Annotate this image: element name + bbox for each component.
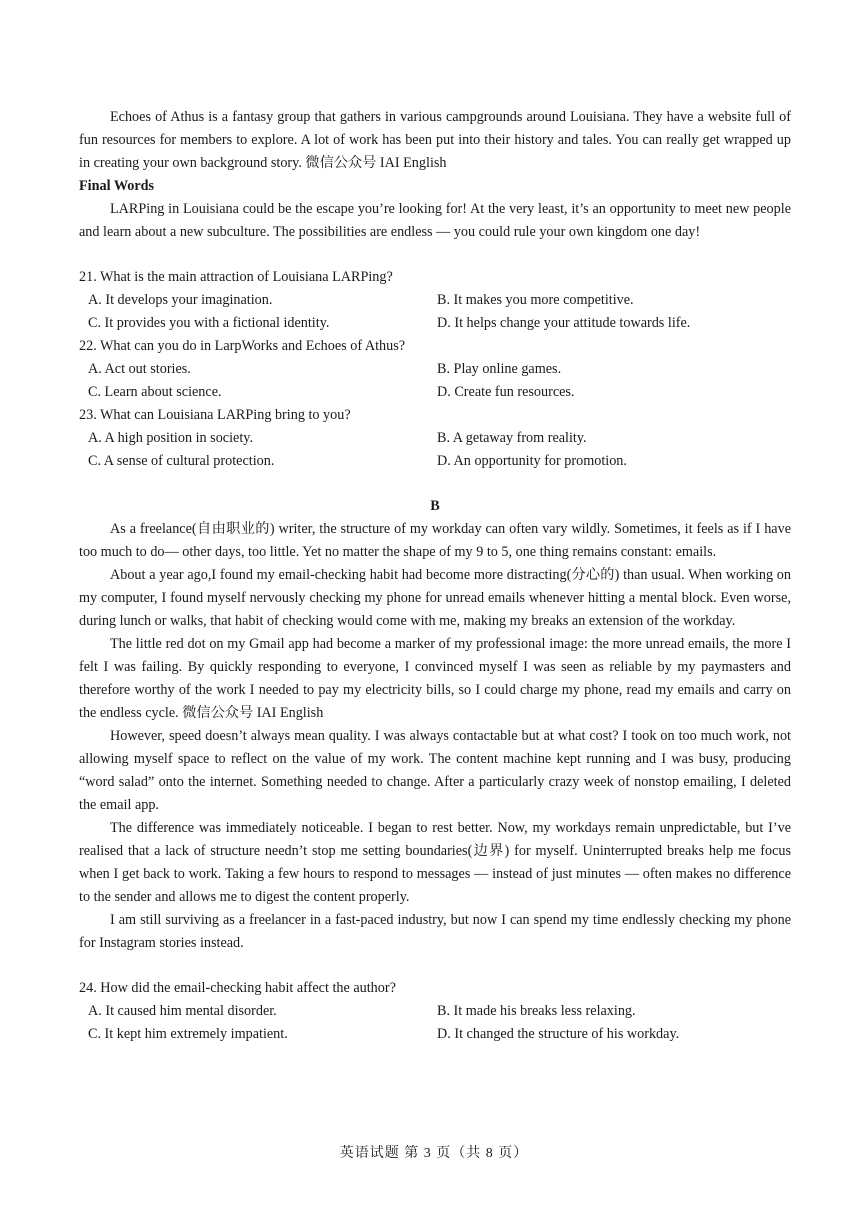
passage-paragraph: About a year ago,I found my email-checking habit had become more distracting(分心的) than usual. When working on my computer, I found myself nervously checking my phone for unread emails whenever hitting a mental block. Even worse, during lunch or walks, that habit of checking would come with me, making my breaks an extension of the workday.	[79, 567, 791, 629]
option-a: A. It caused him mental disorder.	[88, 1003, 277, 1019]
option-c: C. It provides you with a fictional identity.	[88, 315, 330, 331]
option-a: A. A high position in society.	[88, 430, 253, 446]
option-a: A. Act out stories.	[88, 361, 191, 377]
option-d: D. Create fun resources.	[437, 384, 575, 400]
option-c: C. Learn about science.	[88, 384, 222, 400]
option-d: D. It helps change your attitude towards life.	[437, 315, 691, 331]
question-stem: 23. What can Louisiana LARPing bring to you?	[79, 407, 351, 423]
passage-paragraph: LARPing in Louisiana could be the escape you’re looking for! At the very least, it’s an opportunity to meet new people and learn about a new subculture. The possibilities are endless — you could rule your own kingdom one day!	[79, 201, 791, 240]
question-stem: 21. What is the main attraction of Louisiana LARPing?	[79, 269, 393, 285]
question-24	[79, 977, 791, 1046]
passage-paragraph: However, speed doesn’t always mean quality. I was always contactable but at what cost? I took on too much work, not allowing myself space to reflect on the value of my work. The content machine kept running and I was busy, producing “word salad” onto the internet. Something needed to change. After a particularly crazy week of nonstop emailing, I deleted the email app.	[79, 728, 791, 813]
option-d: D. It changed the structure of his workday.	[437, 1026, 680, 1042]
question-stem: 22. What can you do in LarpWorks and Echoes of Athus?	[79, 338, 406, 354]
option-c: C. A sense of cultural protection.	[88, 453, 275, 469]
passage-paragraph: I am still surviving as a freelancer in a fast-paced industry, but now I can spend my time endlessly checking my phone for Instagram stories instead.	[79, 912, 791, 951]
question-22	[79, 335, 791, 404]
option-d: D. An opportunity for promotion.	[437, 453, 627, 469]
page-footer: 英语试题 第 3 页（共 8 页）	[339, 1146, 529, 1161]
option-b: B. A getaway from reality.	[437, 430, 587, 446]
section-label-b: B	[430, 498, 440, 514]
question-23	[79, 404, 791, 473]
passage-paragraph: The difference was immediately noticeable. I began to rest better. Now, my workdays remain unpredictable, but I’ve realised that a lack of structure needn’t stop me setting boundaries(边界) for myself. Uninterrupted breaks help me focus when I get back to work. Taking a few hours to respond to messages — instead of just minutes — often makes no difference to the sender and allows me to digest the content properly.	[79, 820, 791, 905]
passage-paragraph: Echoes of Athus is a fantasy group that gathers in various campgrounds around Louisiana. They have a website full of fun resources for members to explore. A lot of work has been put into their history and tales. You can really get wrapped up in creating your own background story. 微信公众号 IAI English	[79, 109, 791, 171]
option-b: B. It makes you more competitive.	[437, 292, 634, 308]
section-heading: Final Words	[79, 178, 155, 194]
question-21	[79, 266, 791, 335]
exam-page	[79, 106, 791, 1046]
passage-paragraph: The little red dot on my Gmail app had become a marker of my professional image: the more unread emails, the more I felt I was failing. By quickly responding to everyone, I convinced myself I was seen as reliable by my paymasters and therefore worthy of the work I needed to pay my electricity bills, so I could charge my phone, read my emails and carry on the endless cycle. 微信公众号 IAI English	[79, 636, 791, 721]
option-b: B. It made his breaks less relaxing.	[437, 1003, 636, 1019]
option-a: A. It develops your imagination.	[88, 292, 273, 308]
option-c: C. It kept him extremely impatient.	[88, 1026, 288, 1042]
question-stem: 24. How did the email-checking habit affect the author?	[79, 980, 396, 996]
option-b: B. Play online games.	[437, 361, 562, 377]
passage-paragraph: As a freelance(自由职业的) writer, the structure of my workday can often vary wildly. Sometimes, it feels as if I have too much to do— other days, too little. Yet no matter the shape of my 9 to 5, one thing remains constant: emails.	[79, 521, 791, 560]
